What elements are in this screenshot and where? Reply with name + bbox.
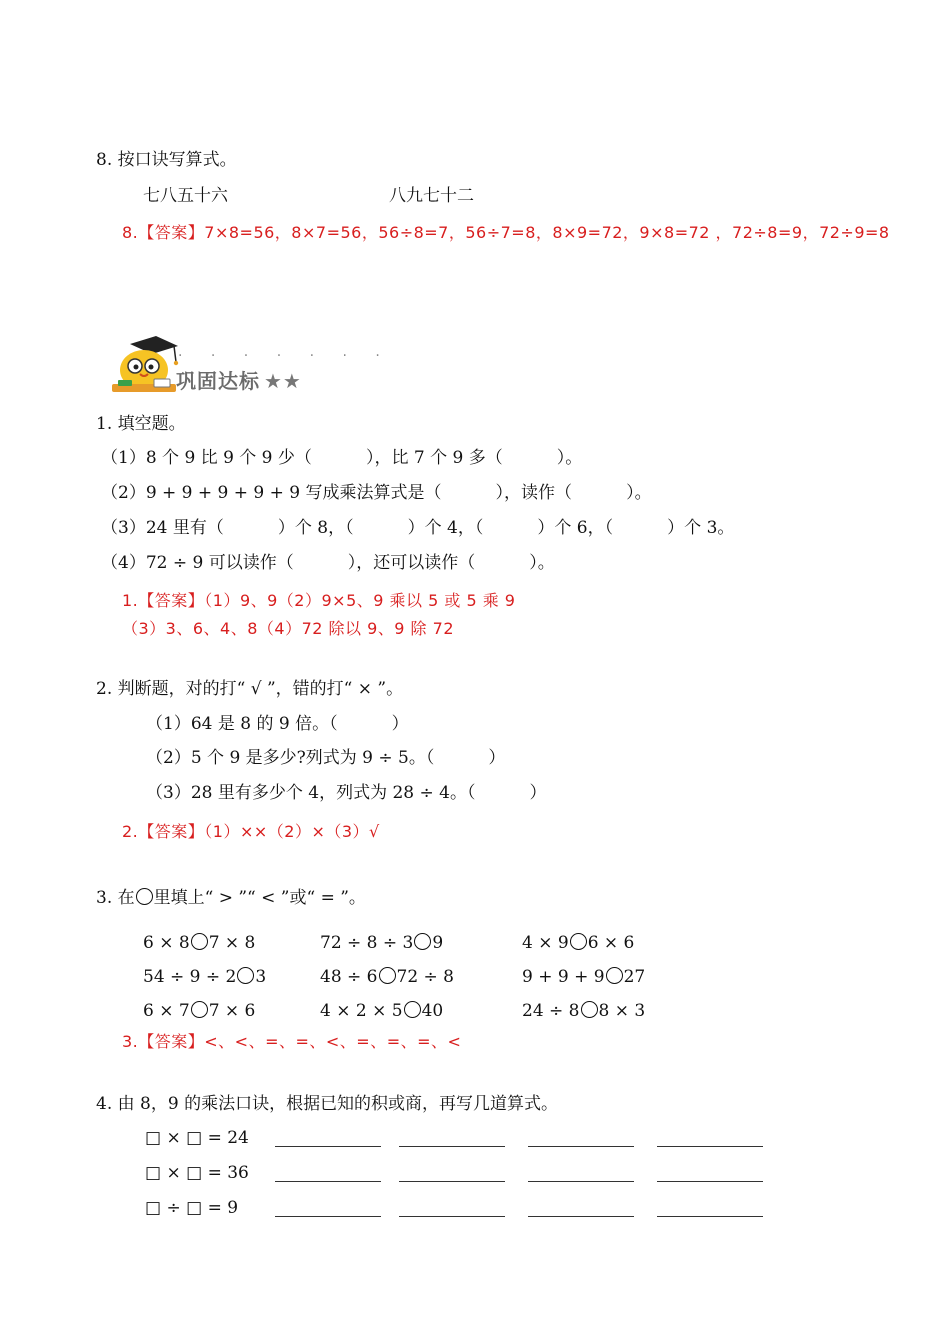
compare-item: 6 × 7 7 × 6 [143, 1001, 256, 1021]
circle-blank[interactable] [191, 1001, 208, 1018]
compare-item: 9 + 9 + 9 27 [522, 967, 646, 987]
p2-title: 2. 判断题，对的打“ √ ”，错的打“ × ”。 [96, 679, 404, 699]
p1-title: 1. 填空题。 [96, 414, 186, 434]
p2-line-3: （3）28 里有多少个 4，列式为 28 ÷ 4。（ ） [146, 783, 547, 803]
q8-title: 8. 按口诀写算式。 [96, 150, 237, 170]
compare-item: 48 ÷ 6 72 ÷ 8 [320, 967, 454, 987]
p3-title-end: 里填上“ > ”“ < ”或“ = ”。 [153, 888, 366, 908]
p3-title [96, 887, 366, 909]
compare-item: 24 ÷ 8 8 × 3 [522, 1001, 646, 1021]
circle-icon [136, 888, 153, 905]
compare-item: 72 ÷ 8 ÷ 3 9 [320, 933, 444, 953]
p3-answer: 3.【答案】<、<、=、=、<、=、=、=、< [122, 1032, 462, 1051]
circle-blank[interactable] [581, 1001, 598, 1018]
answer-blank[interactable] [399, 1145, 505, 1147]
p4-title: 4. 由 8，9 的乘法口诀，根据已知的积或商，再写几道算式。 [96, 1094, 559, 1114]
p3-title-start: 3. 在 [96, 888, 135, 908]
answer-blank[interactable] [528, 1180, 634, 1182]
compare-item: 6 × 8 7 × 8 [143, 933, 256, 953]
circle-blank[interactable] [570, 933, 587, 950]
answer-blank[interactable] [399, 1215, 505, 1217]
owl-mascot-icon [108, 332, 180, 396]
circle-blank[interactable] [414, 933, 431, 950]
compare-item: 4 × 9 6 × 6 [522, 933, 635, 953]
q8-answer: 8.【答案】7×8=56，8×7=56，56÷8=7，56÷7=8，8×9=72，9×8=72 ，72÷8=9，72÷9=8 [122, 223, 890, 242]
p2-answer: 2.【答案】（1）××（2）×（3）√ [122, 822, 380, 841]
star-icon: ★★ [264, 369, 302, 393]
answer-blank[interactable] [657, 1145, 763, 1147]
banner-dots: · · · · · · · [178, 348, 392, 364]
q8-phrase-left: 七八五十六 [143, 186, 228, 206]
answer-blank[interactable] [275, 1215, 381, 1217]
p2-line-1: （1）64 是 8 的 9 倍。（ ） [146, 714, 409, 734]
circle-blank[interactable] [606, 967, 623, 984]
p4-equation-3: □ ÷ □ = 9 [145, 1198, 239, 1218]
p1-answer-2: （3）3、6、4、8（4）72 除以 9、9 除 72 [122, 619, 455, 638]
compare-item: 4 × 2 × 5 40 [320, 1001, 444, 1021]
answer-blank[interactable] [528, 1145, 634, 1147]
p4-equation-2: □ × □ = 36 [145, 1163, 249, 1183]
answer-blank[interactable] [399, 1180, 505, 1182]
p4-equation-1: □ × □ = 24 [145, 1128, 249, 1148]
banner-title-text: 巩固达标 [176, 369, 260, 393]
p2-line-2: （2）5 个 9 是多少?列式为 9 ÷ 5。（ ） [146, 748, 506, 768]
p1-line-2: （2）9 + 9 + 9 + 9 + 9 写成乘法算式是（ ），读作（ ）。 [101, 483, 652, 503]
answer-blank[interactable] [275, 1145, 381, 1147]
p1-line-3: （3）24 里有（ ）个 8，（ ）个 4，（ ）个 6，（ ）个 3。 [101, 518, 735, 538]
banner-title [176, 365, 302, 394]
circle-blank[interactable] [404, 1001, 421, 1018]
q8-phrase-right: 八九七十二 [389, 186, 474, 206]
p1-answer-1: 1.【答案】（1）9、9（2）9×5、9 乘以 5 或 5 乘 9 [122, 591, 516, 610]
p1-line-4: （4）72 ÷ 9 可以读作（ ），还可以读作（ ）。 [101, 553, 555, 573]
answer-blank[interactable] [657, 1180, 763, 1182]
circle-blank[interactable] [237, 967, 254, 984]
answer-blank[interactable] [657, 1215, 763, 1217]
answer-blank[interactable] [275, 1180, 381, 1182]
compare-item: 54 ÷ 9 ÷ 2 3 [143, 967, 267, 987]
circle-blank[interactable] [191, 933, 208, 950]
circle-blank[interactable] [379, 967, 396, 984]
p1-line-1: （1）8 个 9 比 9 个 9 少（ ），比 7 个 9 多（ ）。 [101, 448, 583, 468]
answer-blank[interactable] [528, 1215, 634, 1217]
